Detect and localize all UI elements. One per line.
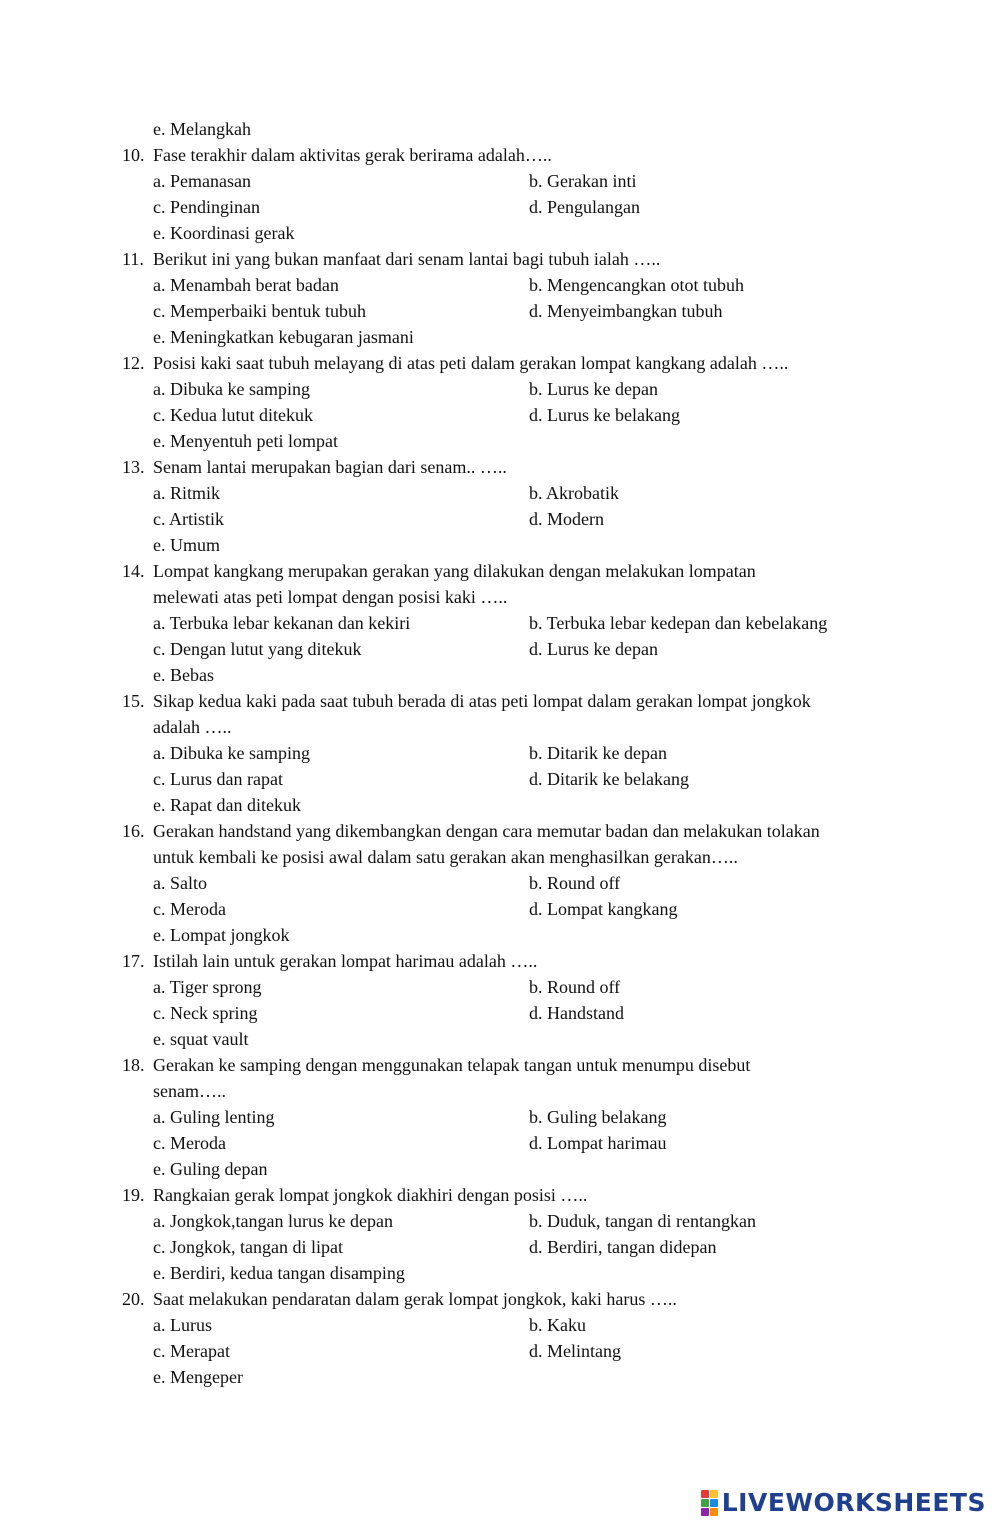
question-stem-line [122,714,892,740]
option-row [122,506,892,532]
option-c[interactable]: c. Merapat [153,1341,230,1361]
option-d[interactable]: d. Handstand [529,1003,624,1023]
question-stem-line [122,142,892,168]
option-row [122,402,892,428]
logo-square [701,1499,709,1507]
question-number [122,844,153,870]
question-stem-line [122,246,892,272]
question-13 [122,454,892,558]
option-row [122,1000,892,1026]
option-a[interactable]: a. Guling lenting [153,1107,275,1127]
question-stem-line [122,948,892,974]
option-d[interactable]: d. Lurus ke depan [529,639,658,659]
question-stem-line [122,1078,892,1104]
liveworksheets-brand[interactable] [701,1488,986,1517]
option-b[interactable]: b. Round off [529,977,621,997]
question-number [122,584,153,610]
question-text: Posisi kaki saat tubuh melayang di atas peti dalam gerakan lompat kangkang adalah ….. [153,353,789,373]
option-c[interactable]: c. Pendinginan [153,197,260,217]
question-15 [122,688,892,818]
question-text: untuk kembali ke posisi awal dalam satu gerakan akan menghasilkan gerakan….. [153,847,738,867]
option-d[interactable]: d. Pengulangan [529,197,640,217]
question-11 [122,246,892,350]
question-text: Sikap kedua kaki pada saat tubuh berada di atas peti lompat dalam gerakan lompat jongkok [153,691,811,711]
logo-square [701,1508,709,1516]
question-text: Senam lantai merupakan bagian dari senam.. ….. [153,457,507,477]
question-20 [122,1286,892,1390]
option-d[interactable]: d. Lompat kangkang [529,899,678,919]
option-e[interactable]: e. Mengeper [153,1367,243,1387]
question-stem-line [122,1052,892,1078]
question-text: Gerakan ke samping dengan menggunakan telapak tangan untuk menumpu disebut [153,1055,751,1075]
option-d[interactable]: d. Berdiri, tangan didepan [529,1237,717,1257]
option-b[interactable]: b. Duduk, tangan di rentangkan [529,1211,756,1231]
question-text: Gerakan handstand yang dikembangkan dengan cara memutar badan dan melakukan tolakan [153,821,820,841]
question-number: 10. [122,145,145,165]
option-c[interactable]: c. Lurus dan rapat [153,769,283,789]
option-e[interactable]: e. Menyentuh peti lompat [153,431,338,451]
option-c[interactable]: c. Dengan lutut yang ditekuk [153,639,362,659]
question-text: Saat melakukan pendaratan dalam gerak lompat jongkok, kaki harus ….. [153,1289,677,1309]
question-number: 12. [122,353,145,373]
option-e[interactable]: e. squat vault [153,1029,249,1049]
question-text: senam….. [153,1081,226,1101]
question-number: 14. [122,561,145,581]
question-text: Lompat kangkang merupakan gerakan yang dilakukan dengan melakukan lompatan [153,561,756,581]
question-stem-line [122,818,892,844]
option-row [122,1130,892,1156]
question-number: 17. [122,951,145,971]
option-d[interactable]: d. Lompat harimau [529,1133,667,1153]
question-stem-line [122,454,892,480]
option-row [122,740,892,766]
question-number: 20. [122,1289,145,1309]
option-e[interactable]: e. Guling depan [153,1159,268,1179]
option-b[interactable]: b. Guling belakang [529,1107,667,1127]
option-b[interactable]: b. Mengencangkan otot tubuh [529,275,744,295]
option-d[interactable]: d. Modern [529,509,604,529]
option-row [122,480,892,506]
question-stem-line [122,350,892,376]
question-text: Rangkaian gerak lompat jongkok diakhiri dengan posisi ….. [153,1185,588,1205]
leading-option: e. Melangkah [153,119,251,139]
option-a[interactable]: a. Tiger sprong [153,977,262,997]
option-d[interactable]: d. Lurus ke belakang [529,405,680,425]
option-b[interactable]: b. Akrobatik [529,483,619,503]
option-row [122,870,892,896]
option-row [122,1104,892,1130]
option-row [122,610,892,636]
question-text: Fase terakhir dalam aktivitas gerak berirama adalah….. [153,145,552,165]
option-e[interactable]: e. Rapat dan ditekuk [153,795,301,815]
question-text: melewati atas peti lompat dengan posisi kaki ….. [153,587,508,607]
question-number [122,714,153,740]
option-d[interactable]: d. Menyeimbangkan tubuh [529,301,723,321]
option-row [122,194,892,220]
option-a[interactable]: a. Pemanasan [153,171,251,191]
option-b[interactable]: b. Kaku [529,1315,586,1335]
question-number: 15. [122,691,145,711]
option-a[interactable]: a. Menambah berat badan [153,275,339,295]
option-c[interactable]: c. Kedua lutut ditekuk [153,405,313,425]
logo-square [701,1490,709,1498]
option-b[interactable]: b. Round off [529,873,621,893]
option-e[interactable]: e. Bebas [153,665,214,685]
option-row [122,376,892,402]
option-a[interactable]: a. Lurus [153,1315,212,1335]
option-c[interactable]: c. Neck spring [153,1003,258,1023]
brand-text: LIVEWORKSHEETS [721,1488,986,1517]
question-text: Istilah lain untuk gerakan lompat harimau adalah ….. [153,951,538,971]
option-c[interactable]: c. Jongkok, tangan di lipat [153,1237,343,1257]
question-list [122,142,892,1390]
question-14 [122,558,892,688]
option-b[interactable]: b. Lurus ke depan [529,379,658,399]
liveworksheets-logo-icon [701,1490,718,1516]
option-row [122,168,892,194]
question-stem-line [122,1286,892,1312]
logo-square [710,1508,718,1516]
option-row [122,636,892,662]
question-stem-line [122,558,892,584]
question-stem-line [122,1182,892,1208]
option-e[interactable]: e. Berdiri, kedua tangan disamping [153,1263,405,1283]
option-c[interactable]: c. Meroda [153,899,226,919]
question-text: Berikut ini yang bukan manfaat dari senam lantai bagi tubuh ialah ….. [153,249,661,269]
option-a[interactable]: a. Terbuka lebar kekanan dan kekiri [153,613,411,633]
question-number: 13. [122,457,145,477]
option-c[interactable]: c. Meroda [153,1133,226,1153]
question-17 [122,948,892,1052]
question-10 [122,142,892,246]
question-18 [122,1052,892,1182]
option-a[interactable]: a. Dibuka ke samping [153,743,310,763]
question-number: 11. [122,249,144,269]
option-e[interactable]: e. Lompat jongkok [153,925,290,945]
question-stem-line [122,844,892,870]
option-a[interactable]: a. Ritmik [153,483,220,503]
option-row [122,974,892,1000]
option-a[interactable]: a. Jongkok,tangan lurus ke depan [153,1211,393,1231]
option-e[interactable]: e. Koordinasi gerak [153,223,295,243]
logo-square [710,1499,718,1507]
option-c[interactable]: c. Artistik [153,509,224,529]
question-number: 18. [122,1055,145,1075]
option-row [122,1208,892,1234]
question-19 [122,1182,892,1286]
question-number [122,1078,153,1104]
question-stem-line [122,688,892,714]
option-e[interactable]: e. Meningkatkan kebugaran jasmani [153,327,414,347]
option-b[interactable]: b. Gerakan inti [529,171,637,191]
option-row [122,766,892,792]
option-d[interactable]: d. Ditarik ke belakang [529,769,689,789]
option-row [122,298,892,324]
question-12 [122,350,892,454]
option-a[interactable]: a. Dibuka ke samping [153,379,310,399]
option-e[interactable]: e. Umum [153,535,220,555]
option-a[interactable]: a. Salto [153,873,207,893]
option-row [122,1234,892,1260]
option-d[interactable]: d. Melintang [529,1341,621,1361]
logo-square [710,1490,718,1498]
option-row [122,896,892,922]
option-b[interactable]: b. Ditarik ke depan [529,743,667,763]
option-row [122,1312,892,1338]
question-stem-line [122,584,892,610]
question-text: adalah ….. [153,717,232,737]
option-row [122,272,892,298]
worksheet-content [122,116,892,1390]
question-number: 16. [122,821,145,841]
option-b[interactable]: b. Terbuka lebar kedepan dan kebelakang [529,613,828,633]
question-number: 19. [122,1185,145,1205]
option-row [122,1338,892,1364]
option-c[interactable]: c. Memperbaiki bentuk tubuh [153,301,366,321]
question-16 [122,818,892,948]
